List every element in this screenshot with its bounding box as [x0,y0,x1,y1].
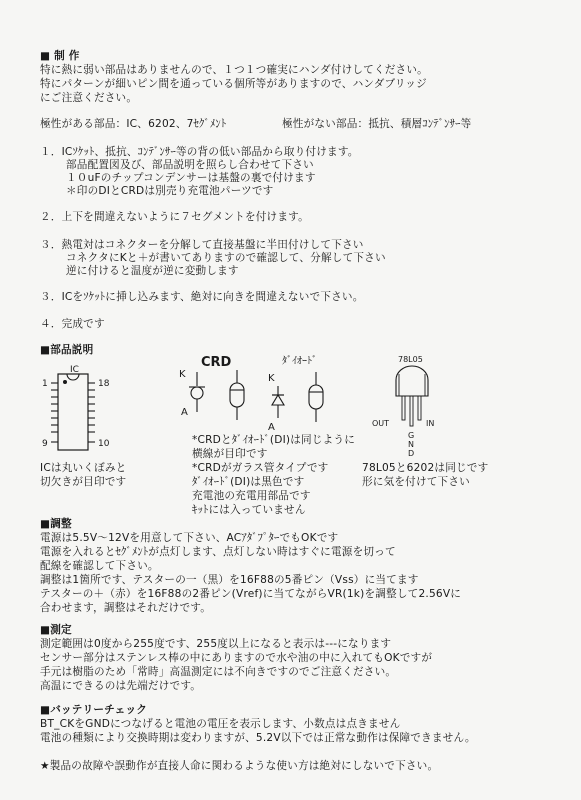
measure-heading: ■測定 [40,624,72,636]
crd-note-6: ｷｯﾄには入っていません [192,504,306,516]
svg-text:10: 10 [98,439,110,449]
crd-note-2: 横線が目印です [192,448,268,460]
polar-parts: 極性がある部品：IC、6202、7ｾｸﾞﾒﾝﾄ [40,118,227,130]
measure-line-4: 高温にできるのは先端だけです。 [40,680,202,692]
svg-text:G: G [408,431,415,440]
production-heading: ■ 制 作 [40,50,80,62]
step-1-line-4: ＊印のDIとCRDは別売り充電池パーツです [66,185,274,197]
parts-heading: ■部品説明 [40,344,94,356]
regulator-diagram [368,352,478,470]
crd-diagram [175,350,265,440]
adjust-line-4: 調整は1箇所です、テスターの一（黒）を16F88の5番ピン（Vss）に当てます [40,574,419,586]
svg-text:IN: IN [426,419,435,428]
ic-note-2: 切欠きが目印です [40,476,127,488]
step-1: １．ICｿｹｯﾄ、抵抗、ｺﾝﾃﾞﾝｻｰ等の背の低い部品から取り付けます。 [40,146,359,158]
crd-note-3: *CRDがガラス管タイプです [192,462,329,474]
crd-label: CRD [201,355,232,370]
battery-heading: ■バッテリーチェック [40,704,148,716]
svg-text:18: 18 [98,379,110,389]
step-3-line-2: コネクタにKと＋が書いてありますので確認して、分解して下さい [66,252,386,264]
ic-note-1: ICは丸いくぼみと [40,462,127,474]
reg-note-1: 78L05と6202は同じです [362,462,489,474]
step-3-line-3: 逆に付けると温度が逆に変動します [66,265,239,277]
step-3: ３．熱電対はコネクターを分解して直接基盤に半田付けして下さい [40,239,364,251]
svg-text:K: K [268,373,275,384]
adjust-line-6: 合わせます，調整はそれだけです。 [40,602,212,614]
safety-warning: ★製品の故障や誤動作が直接人命に関わるような使い方は絶対にしないで下さい。 [40,760,439,772]
crd-note-1: *CRDとﾀﾞｲｵｰﾄﾞ(DI)は同じように [192,434,355,446]
svg-text:A: A [181,407,188,418]
intro-line-2: 特にパターンが細いピン間を通っている個所等がありますので、ハンダブリッジ [40,78,427,90]
adjust-line-3: 配線を確認して下さい。 [40,560,159,572]
diode-diagram [264,350,344,440]
adjust-line-1: 電源は5.5V〜12Vを用意して下さい、ACｱﾀﾞﾌﾟﾀｰでもOKです [40,532,339,544]
battery-line-2: 電池の種類により交換時期は変わりますが、5.2V以下では正常な動作は保障できません。 [40,732,476,744]
adjust-heading: ■調整 [40,518,72,530]
regulator-label: 78L05 [398,355,423,364]
measure-line-3: 手元は樹脂のため「常時」高温測定には不向きですのでご注意ください。 [40,666,397,678]
nonpolar-parts: 極性がない部品：抵抗、積層ｺﾝﾃﾞﾝｻｰ等 [282,118,472,130]
crd-note-4: ﾀﾞｲｵｰﾄﾞ(DI)は黒色です [192,476,305,488]
svg-text:D: D [408,449,415,458]
measure-line-1: 測定範囲は0度から255度です、255度以上になると表示は---になります [40,638,392,650]
measure-line-2: センサー部分はステンレス棒の中にありますので水や油の中に入れてもOKですが [40,652,433,664]
svg-text:OUT: OUT [372,419,390,428]
step-2: ２．上下を間違えないように７セグメントを付けます。 [40,211,309,223]
ic-label: IC [70,365,79,375]
adjust-line-5: テスターの＋（赤）を16F88の2番ピン(Vref)に当てながらVR(1k)を調整して2.56Vに [40,588,462,600]
ic-diagram [36,362,126,454]
pin1-dot-icon [63,380,67,384]
battery-line-1: BT_CKをGNDにつなげると電池の電圧を表示します、小数点は点きません [40,718,401,730]
step-4: ３．ICをｿｹｯﾄに挿し込みます、絶対に向きを間違えないで下さい。 [40,291,364,303]
diode-label: ﾀﾞｲｵｰﾄﾞ [282,356,317,367]
svg-text:9: 9 [42,439,48,449]
svg-text:K: K [179,369,186,380]
step-1-line-2: 部品配置図及び、部品説明を照らし合わせて下さい [66,159,314,171]
step-1-line-3: １０uFのチップコンデンサーは基盤の裏で付けます [66,172,316,184]
intro-line-3: にご注意ください。 [40,92,138,104]
adjust-line-2: 電源を入れるとｾｸﾞﾒﾝﾄが点灯します、点灯しない時はすぐに電源を切って [40,546,396,558]
svg-text:1: 1 [42,379,48,389]
crd-note-5: 充電池の充電用部品です [192,490,311,502]
svg-text:A: A [268,422,275,433]
intro-line-1: 特に熱に弱い部品はありませんので、１つ１つ確実にハンダ付けしてください。 [40,64,428,76]
svg-text:N: N [408,440,414,449]
reg-note-2: 形に気を付けて下さい [362,476,470,488]
step-5: ４．完成です [40,318,105,330]
